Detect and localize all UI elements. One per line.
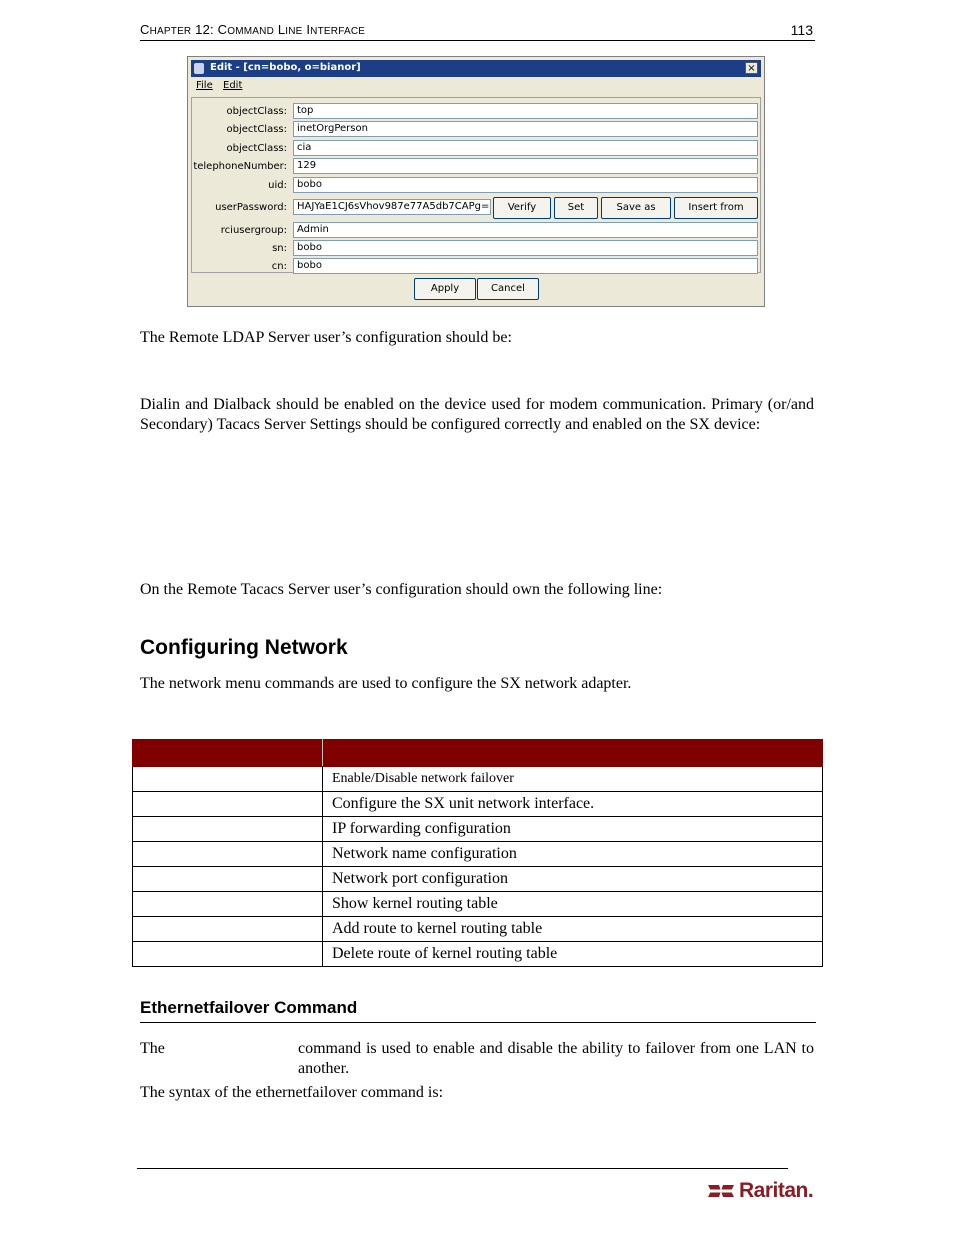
paragraph-syntax: The syntax of the ethernetfailover command is: [140,1084,444,1101]
command-cell [133,917,323,942]
command-cell [133,767,323,792]
table-row [133,942,823,967]
command-cell [133,792,323,817]
field-input[interactable]: Admin [293,222,758,238]
section-title: Configuring Network [140,636,348,659]
command-cell [133,842,323,867]
field-row [192,177,760,194]
field-row [192,240,760,257]
table-header-cell [323,740,823,767]
field-input[interactable]: bobo [293,240,758,256]
dialog-title-bar [191,60,761,77]
menu-file[interactable]: File [196,80,213,91]
field-input[interactable]: bobo [293,258,758,274]
paragraph-start: The [140,1040,165,1057]
command-cell [133,817,323,842]
field-label: telephoneNumber: [193,161,287,172]
table-row [133,792,823,817]
field-row [192,103,760,120]
save-as-button[interactable]: Save as [601,197,671,219]
field-label: objectClass: [226,106,287,117]
java-app-icon [194,63,204,74]
set-button[interactable]: Set [554,197,598,219]
command-cell [133,892,323,917]
table-header-cell [133,740,323,767]
field-row [192,140,760,157]
password-input[interactable]: HAJYaE1CJ6sVhov987e77A5db7CAPg= [293,199,491,215]
field-label: userPassword: [215,202,287,213]
field-row [192,121,760,138]
subsection-title: Ethernetfailover Command [140,998,816,1023]
table-header-row [133,740,823,767]
description-cell: Show kernel routing table [323,892,823,917]
attribute-form [191,97,761,273]
field-label: objectClass: [226,124,287,135]
dialog-button-row [188,278,764,303]
logo-text: Raritan. [739,1179,814,1202]
table-row [133,917,823,942]
footer-rule [137,1168,788,1169]
description-cell: Enable/Disable network failover [323,767,823,792]
paragraph-network-intro: The network menu commands are used to configure the SX network adapter. [140,675,632,692]
chapter-title: CHAPTER 12: COMMAND LINE INTERFACE [140,22,366,37]
field-row [192,222,760,239]
description-cell: Network port configuration [323,867,823,892]
edit-dialog-screenshot [187,56,765,307]
description-cell: Delete route of kernel routing table [323,942,823,967]
description-cell: Configure the SX unit network interface. [323,792,823,817]
field-input[interactable]: 129 [293,158,758,174]
cancel-button[interactable]: Cancel [477,278,539,300]
field-input[interactable]: top [293,103,758,119]
table-row [133,892,823,917]
page-number: 113 [790,22,813,38]
description-cell: IP forwarding configuration [323,817,823,842]
field-label: uid: [268,180,287,191]
verify-button[interactable]: Verify [493,197,551,219]
field-row-password [192,199,760,216]
apply-button[interactable]: Apply [414,278,476,300]
paragraph-ldap-config: The Remote LDAP Server user’s configuration should be: [140,329,512,346]
close-icon[interactable]: × [745,62,758,74]
field-label: rciusergroup: [220,225,287,236]
table-row [133,817,823,842]
network-commands-table [132,739,823,967]
raritan-emblem-icon [706,1181,736,1201]
field-input[interactable]: inetOrgPerson [293,121,758,137]
field-input[interactable]: bobo [293,177,758,193]
field-row [192,158,760,175]
description-cell: Network name configuration [323,842,823,867]
command-cell [133,867,323,892]
table-row [133,867,823,892]
running-header [140,22,815,41]
field-label: sn: [272,243,287,254]
field-row [192,258,760,275]
dialog-menubar [191,78,761,94]
dialog-title: Edit - [cn=bobo, o=bianor] [210,62,361,73]
table-row [133,842,823,867]
description-cell: Add route to kernel routing table [323,917,823,942]
field-label: cn: [271,261,287,272]
menu-edit[interactable]: Edit [223,80,243,91]
paragraph-end: command is used to enable and disable the ability to failover from one LAN to another. [298,1040,814,1077]
table-row [133,767,823,792]
field-input[interactable]: cia [293,140,758,156]
paragraph-tacacs-config: On the Remote Tacacs Server user’s configuration should own the following line: [140,581,663,598]
insert-from-button[interactable]: Insert from [674,197,758,219]
command-cell [133,942,323,967]
field-label: objectClass: [226,143,287,154]
paragraph-dialin: Dialin and Dialback should be enabled on the device used for modem communication. Primary (or/and Secondary) Tacacs Server Settings should be configured correctly and enabled on the SX device: [140,396,814,433]
raritan-logo [706,1179,812,1203]
